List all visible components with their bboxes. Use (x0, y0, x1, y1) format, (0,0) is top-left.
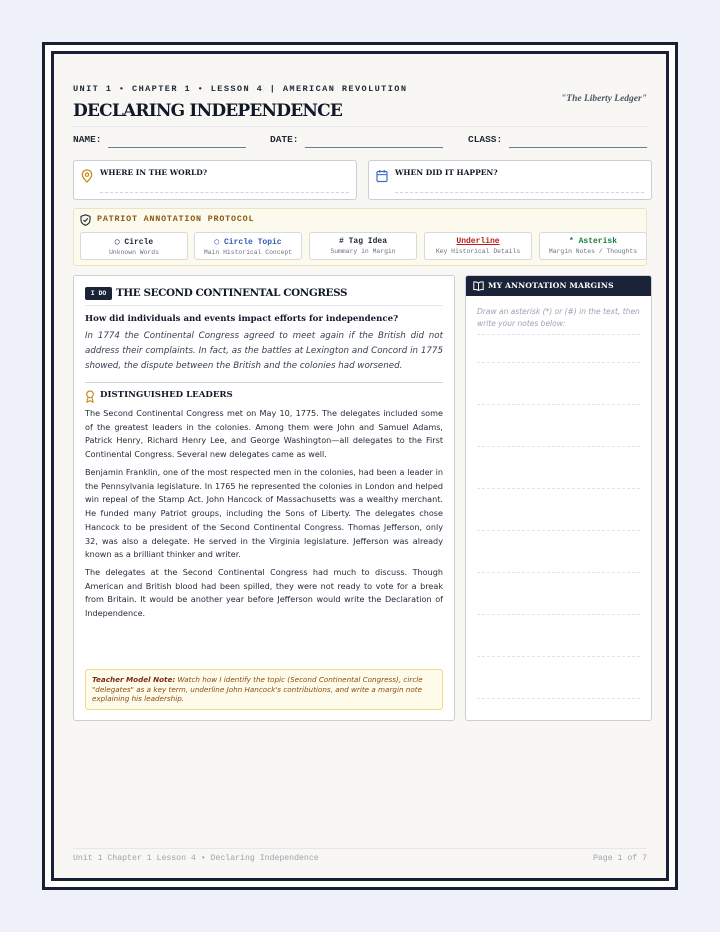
class-field[interactable] (468, 131, 647, 149)
where-answer-line[interactable] (100, 192, 349, 193)
map-pin-icon (81, 169, 93, 183)
class-label: CLASS: (468, 134, 503, 145)
intro-paragraph: In 1774 the Continental Congress agreed to meet again if the British did not address their complaints. In fact, as the battles at Lexington and Concord in 1775 showed, the dispute between the British and the colonies had worsened. (85, 331, 443, 371)
annotation-protocol (73, 208, 647, 266)
reading-paragraph: Benjamin Franklin, one of the most respected men in the colonies, had been a leader in the Pennsylvania legislature. In 1765 he represented the colonies in London and helped win repeal of the Stamp Act. John Hancock of Massachusetts was a wealthy merchant. He funded many Patriot groups, including the Sons of Liberty. The delegates chose Hancock to be president of the Second Continental Congress. Thomas Jefferson, only 32, was also a delegate. He served in the Virginia legislature. Jefferson was already known as a brilliant thinker and writer. (85, 467, 443, 560)
reading-panel (73, 275, 455, 721)
name-field[interactable] (73, 131, 246, 149)
note-line[interactable] (477, 404, 640, 405)
teacher-note-text: Watch how I identify the topic (Second Continental Congress), circle "delegates" as a key term, underline John Hancock's contributions, and write a margin note explaining his leadership. (92, 675, 423, 704)
open-book-icon (473, 281, 484, 291)
teacher-note-label: Teacher Model Note: (92, 675, 176, 684)
protocol-card-tag-idea (309, 232, 417, 260)
margins-header (466, 276, 651, 296)
margins-title: MY ANNOTATION MARGINS (488, 281, 614, 290)
protocol-mark: # Tag Idea (338, 237, 387, 246)
student-info-fields (73, 131, 647, 149)
calendar-icon (376, 169, 388, 183)
section-divider (85, 305, 443, 306)
protocol-card-circle (80, 232, 188, 260)
worksheet-content (73, 54, 647, 878)
where-label: WHERE IN THE WORLD? (100, 168, 208, 177)
reading-paragraph: The delegates at the Second Continental Congress had much to discuss. Though American and British blood had been spilled, they were not ready to vote for a break from Britain. It would be another year before Jefferson would write the Declaration of Independence. (85, 567, 443, 619)
publication-name: "The Liberty Ledger" (561, 94, 647, 104)
teacher-model-note (85, 669, 443, 710)
protocol-card-circle-topic (194, 232, 302, 260)
subsection-title: DISTINGUISHED LEADERS (100, 390, 233, 400)
annotation-margins-panel[interactable] (465, 275, 652, 721)
protocol-mark: Underline (456, 237, 500, 246)
date-label: DATE: (270, 134, 299, 145)
protocol-desc: Key Historical Details (435, 248, 521, 255)
when-box[interactable] (368, 160, 652, 200)
date-field[interactable] (270, 131, 443, 149)
note-line[interactable] (477, 446, 640, 447)
protocol-desc: Summary in Margin (330, 248, 396, 255)
i-do-badge: I DO (85, 287, 112, 300)
margins-instructions: Draw an asterisk (*) or (#) in the text, then write your notes below: (477, 307, 640, 328)
protocol-desc: Margin Notes / Thoughts (548, 248, 638, 255)
note-line[interactable] (477, 698, 640, 699)
note-line[interactable] (477, 572, 640, 573)
protocol-desc: Main Historical Concept (203, 249, 293, 256)
reading-paragraph: The Second Continental Congress met on May 10, 1775. The delegates included some of the greatest leaders in the colonies. Among them were John and Samuel Adams, Patrick Henry, Richard Henry Lee, and George Washington—all delegates to the First Continental Congress. Several new delegates came as well. (85, 408, 443, 460)
protocol-title: PATRIOT ANNOTATION PROTOCOL (97, 214, 255, 224)
note-line[interactable] (477, 488, 640, 489)
protocol-card-asterisk (539, 232, 647, 260)
section-title: THE SECOND CONTINENTAL CONGRESS (116, 287, 348, 299)
note-line[interactable] (477, 656, 640, 657)
note-line[interactable] (477, 614, 640, 615)
note-line[interactable] (477, 530, 640, 531)
award-ribbon-icon (85, 390, 95, 403)
name-input-line[interactable] (108, 147, 246, 148)
note-line[interactable] (477, 334, 640, 335)
date-input-line[interactable] (305, 147, 443, 148)
protocol-card-underline (424, 232, 532, 260)
when-answer-line[interactable] (395, 192, 644, 193)
unit-breadcrumb: UNIT 1 • CHAPTER 1 • LESSON 4 | AMERICAN REVOLUTION (73, 84, 408, 94)
where-box[interactable] (73, 160, 357, 200)
shield-check-icon (80, 214, 91, 226)
page-frame-inner (51, 51, 669, 881)
protocol-desc: Unknown Words (109, 249, 159, 256)
when-label: WHEN DID IT HAPPEN? (395, 168, 498, 177)
footer-divider (73, 848, 647, 849)
protocol-mark: ◯ Circle Topic (214, 238, 282, 247)
footer-lesson: Unit 1 Chapter 1 Lesson 4 • Declaring Independence (73, 854, 319, 863)
name-label: NAME: (73, 134, 102, 145)
page-title: DECLARING INDEPENDENCE (73, 101, 343, 121)
note-line[interactable] (477, 362, 640, 363)
protocol-mark: * Asterisk (568, 237, 617, 246)
intro-divider (85, 382, 443, 383)
protocol-mark: ◯ Circle (114, 238, 154, 247)
class-input-line[interactable] (509, 147, 647, 148)
essential-question: How did individuals and events impact efforts for independence? (85, 314, 399, 324)
page-frame-outer (42, 42, 678, 890)
page-number: Page 1 of 7 (592, 854, 647, 863)
title-divider (73, 126, 647, 127)
